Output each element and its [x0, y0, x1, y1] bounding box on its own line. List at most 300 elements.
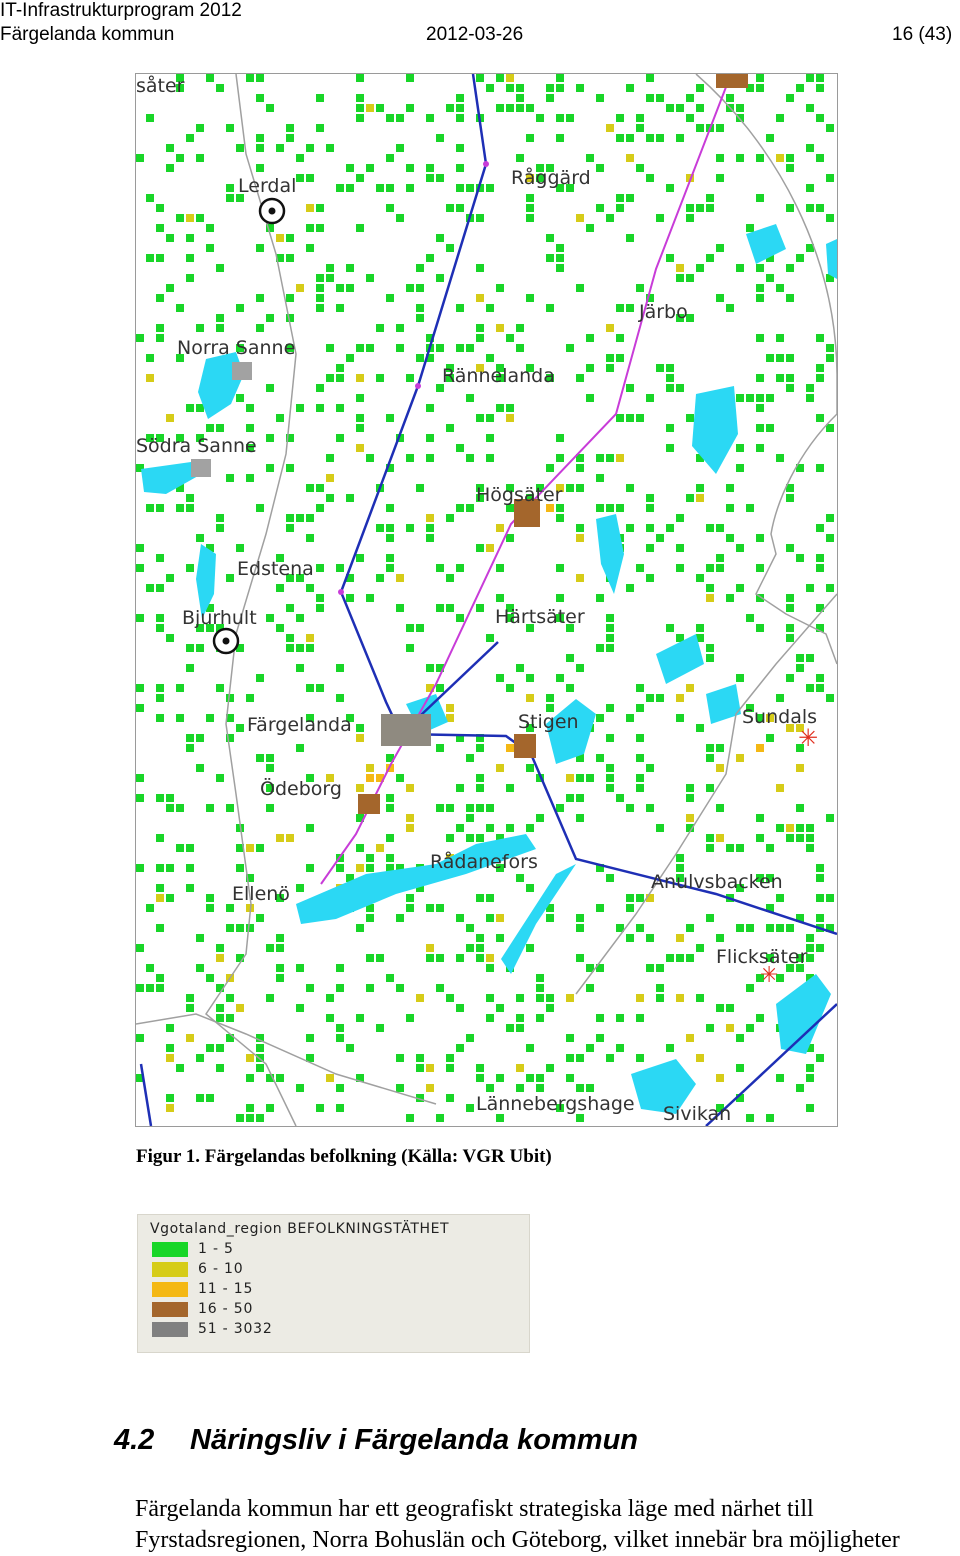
population-cell	[486, 804, 494, 812]
population-cell	[756, 264, 764, 272]
population-cell	[456, 954, 464, 962]
population-cell	[456, 914, 464, 922]
population-cell	[166, 794, 174, 802]
population-cell	[826, 534, 834, 542]
population-cell	[376, 524, 384, 532]
population-cell	[266, 434, 274, 442]
population-cell	[756, 374, 764, 382]
node-edstena	[338, 589, 344, 595]
population-cell	[286, 464, 294, 472]
population-cell	[636, 414, 644, 422]
population-cell	[586, 1044, 594, 1052]
population-cell	[816, 374, 824, 382]
population-cell	[766, 424, 774, 432]
population-cell	[416, 284, 424, 292]
population-cell	[396, 984, 404, 992]
figure-caption: Figur 1. Färgelandas befolkning (Källa: VGR Ubit)	[136, 1146, 552, 1167]
population-cell	[556, 244, 564, 252]
population-cell	[166, 894, 174, 902]
population-cell	[496, 564, 504, 572]
population-cell	[156, 294, 164, 302]
population-cell	[466, 814, 474, 822]
population-cell	[666, 374, 674, 382]
legend-label: 1 - 5	[198, 1241, 234, 1257]
population-cell	[746, 504, 754, 512]
population-cell	[756, 814, 764, 822]
lake-radanefors	[296, 834, 536, 924]
population-cell	[756, 194, 764, 202]
population-cell	[356, 1014, 364, 1022]
population-cell	[786, 924, 794, 932]
population-cell	[606, 454, 614, 462]
population-cell	[516, 1084, 524, 1092]
population-cell	[706, 644, 714, 652]
population-cell	[806, 384, 814, 392]
population-cell	[306, 1034, 314, 1042]
population-cell	[416, 624, 424, 632]
population-cell	[636, 124, 644, 132]
section-number: 4.2	[114, 1424, 155, 1456]
map-canvas	[136, 74, 837, 1126]
population-cell	[636, 994, 644, 1002]
population-cell	[666, 954, 674, 962]
population-cell	[286, 124, 294, 132]
population-cell	[536, 1074, 544, 1082]
population-cell	[166, 284, 174, 292]
population-cell	[556, 114, 564, 122]
population-cell	[166, 234, 174, 242]
population-cell	[696, 1054, 704, 1062]
population-cell	[516, 344, 524, 352]
population-cell	[536, 814, 544, 822]
population-cell	[686, 1034, 694, 1042]
population-cell	[206, 974, 214, 982]
population-cell	[396, 604, 404, 612]
population-cell	[626, 524, 634, 532]
population-cell	[536, 984, 544, 992]
population-cell	[706, 594, 714, 602]
population-cell	[316, 124, 324, 132]
population-cell	[196, 734, 204, 742]
population-cell	[346, 184, 354, 192]
population-cell	[576, 574, 584, 582]
population-cell	[516, 1014, 524, 1022]
population-cell	[566, 684, 574, 692]
population-cell	[326, 264, 334, 272]
population-cell	[356, 414, 364, 422]
population-cell	[446, 704, 454, 712]
population-cell	[656, 214, 664, 222]
population-cell	[816, 84, 824, 92]
population-cell	[616, 304, 624, 312]
population-cell	[646, 544, 654, 552]
population-cell	[726, 534, 734, 542]
population-cell	[246, 1054, 254, 1062]
population-cell	[236, 864, 244, 872]
population-cell	[686, 794, 694, 802]
population-cell	[686, 684, 694, 692]
population-cell	[196, 404, 204, 412]
population-cell	[616, 114, 624, 122]
population-cell	[356, 784, 364, 792]
population-cell	[826, 694, 834, 702]
population-cell	[166, 164, 174, 172]
population-cell	[576, 954, 584, 962]
node-rannelanda	[415, 383, 421, 389]
population-cell	[316, 504, 324, 512]
population-cell	[186, 234, 194, 242]
population-cell	[426, 904, 434, 912]
population-cell	[386, 114, 394, 122]
label-sundals: Sundals	[742, 706, 818, 728]
population-cell	[776, 374, 784, 382]
population-cell	[156, 794, 164, 802]
population-cell	[776, 1074, 784, 1082]
population-cell	[236, 924, 244, 932]
population-cell	[476, 744, 484, 752]
town-north	[716, 74, 748, 88]
legend-swatch	[152, 1302, 188, 1317]
population-cell	[426, 534, 434, 542]
population-cell	[816, 554, 824, 562]
population-cell	[236, 1114, 244, 1122]
population-cell	[566, 654, 574, 662]
population-cell	[616, 334, 624, 342]
population-cell	[386, 854, 394, 862]
population-cell	[306, 644, 314, 652]
population-cell	[736, 1034, 744, 1042]
population-cell	[626, 904, 634, 912]
population-cell	[476, 74, 484, 82]
population-cell	[676, 994, 684, 1002]
population-cell	[556, 674, 564, 682]
population-cell	[356, 74, 364, 82]
population-cell	[356, 734, 364, 742]
population-cell	[236, 394, 244, 402]
population-cell	[646, 764, 654, 772]
population-cell	[826, 174, 834, 182]
population-cell	[596, 94, 604, 102]
population-cell	[136, 154, 144, 162]
population-map	[135, 73, 838, 1127]
population-cell	[576, 84, 584, 92]
population-cell	[716, 764, 724, 772]
population-cell	[166, 634, 174, 642]
population-cell	[586, 1084, 594, 1092]
population-cell	[416, 354, 424, 362]
population-cell	[406, 824, 414, 832]
population-cell	[756, 154, 764, 162]
population-cell	[586, 984, 594, 992]
population-cell	[306, 984, 314, 992]
population-cell	[636, 924, 644, 932]
population-cell	[466, 944, 474, 952]
population-cell	[736, 104, 744, 112]
population-cell	[386, 204, 394, 212]
population-cell	[186, 404, 194, 412]
population-cell	[356, 424, 364, 432]
population-cell	[366, 164, 374, 172]
population-cell	[516, 104, 524, 112]
population-cell	[356, 924, 364, 932]
population-cell	[536, 994, 544, 1002]
population-cell	[136, 944, 144, 952]
population-cell	[386, 504, 394, 512]
population-cell	[756, 624, 764, 632]
population-cell	[136, 984, 144, 992]
population-cell	[526, 294, 534, 302]
population-cell	[236, 544, 244, 552]
population-cell	[346, 594, 354, 602]
population-cell	[436, 604, 444, 612]
population-cell	[696, 944, 704, 952]
population-cell	[476, 264, 484, 272]
population-cell	[636, 784, 644, 792]
population-cell	[166, 574, 174, 582]
population-cell	[456, 824, 464, 832]
population-cell	[526, 944, 534, 952]
population-cell	[636, 774, 644, 782]
population-cell	[296, 154, 304, 162]
population-cell	[736, 844, 744, 852]
flicksater-star-icon: ✳	[760, 963, 779, 988]
population-cell	[396, 214, 404, 222]
population-cell	[266, 1104, 274, 1112]
label-sodra-sanne: Södra Sanne	[136, 435, 257, 457]
population-cell	[256, 1114, 264, 1122]
population-cell	[666, 384, 674, 392]
population-cell	[576, 814, 584, 822]
population-cell	[566, 1054, 574, 1062]
population-cell	[506, 684, 514, 692]
population-cell	[316, 224, 324, 232]
population-cell	[636, 564, 644, 572]
population-cell	[396, 574, 404, 582]
population-cell	[796, 654, 804, 662]
population-cell	[376, 104, 384, 112]
town-sodra-sanne	[191, 459, 211, 477]
population-cell	[396, 324, 404, 332]
population-cell	[676, 564, 684, 572]
population-cell	[596, 204, 604, 212]
population-cell	[336, 964, 344, 972]
population-cell	[376, 374, 384, 382]
population-cell	[566, 344, 574, 352]
population-cell	[156, 974, 164, 982]
population-cell	[146, 584, 154, 592]
population-cell	[426, 514, 434, 522]
population-cell	[776, 454, 784, 462]
population-cell	[316, 284, 324, 292]
population-cell	[316, 204, 324, 212]
population-cell	[316, 404, 324, 412]
population-cell	[266, 384, 274, 392]
population-cell	[206, 224, 214, 232]
population-cell	[256, 294, 264, 302]
population-cell	[716, 1074, 724, 1082]
population-cell	[606, 1054, 614, 1062]
population-cell	[486, 824, 494, 832]
population-cell	[686, 204, 694, 212]
station-bjurhult-dot	[223, 638, 230, 645]
population-cell	[496, 1074, 504, 1082]
population-cell	[396, 1054, 404, 1062]
population-cell	[706, 834, 714, 842]
population-cell	[356, 724, 364, 732]
population-cell	[806, 394, 814, 402]
population-cell	[436, 344, 444, 352]
population-cell	[336, 694, 344, 702]
population-cell	[676, 274, 684, 282]
population-cell	[766, 924, 774, 932]
population-cell	[136, 864, 144, 872]
population-cell	[256, 164, 264, 172]
population-cell	[166, 144, 174, 152]
population-cell	[156, 714, 164, 722]
population-cell	[226, 994, 234, 1002]
population-cell	[806, 104, 814, 112]
population-cell	[756, 834, 764, 842]
population-cell	[226, 124, 234, 132]
population-cell	[336, 1034, 344, 1042]
population-cell	[376, 1024, 384, 1032]
population-cell	[706, 564, 714, 572]
population-cell	[256, 674, 264, 682]
population-cell	[576, 464, 584, 472]
body-line: Färgelanda kommun har ett geografiskt strategiska läge med närhet till	[135, 1496, 814, 1522]
population-cell	[646, 524, 654, 532]
population-cell	[436, 134, 444, 142]
population-cell	[306, 584, 314, 592]
population-cell	[706, 784, 714, 792]
population-cell	[476, 214, 484, 222]
population-cell	[806, 824, 814, 832]
node-raggard	[483, 161, 489, 167]
population-cell	[576, 1114, 584, 1122]
population-cell	[626, 154, 634, 162]
population-cell	[596, 454, 604, 462]
population-cell	[826, 354, 834, 362]
population-cell	[146, 194, 154, 202]
population-cell	[576, 214, 584, 222]
population-cell	[356, 844, 364, 852]
population-cell	[366, 454, 374, 462]
population-cell	[636, 684, 644, 692]
population-cell	[566, 1034, 574, 1042]
population-cell	[476, 1064, 484, 1072]
population-cell	[306, 174, 314, 182]
population-cell	[326, 274, 334, 282]
population-cell	[306, 514, 314, 522]
population-cell	[366, 854, 374, 862]
population-cell	[696, 104, 704, 112]
population-cell	[256, 844, 264, 852]
population-cell	[646, 174, 654, 182]
population-cell	[596, 644, 604, 652]
page-number: 16 (43)	[892, 24, 953, 45]
population-cell	[216, 514, 224, 522]
population-cell	[386, 804, 394, 812]
population-cell	[676, 934, 684, 942]
population-cell	[406, 1114, 414, 1122]
population-cell	[696, 484, 704, 492]
population-cell	[206, 804, 214, 812]
population-cell	[156, 504, 164, 512]
population-cell	[826, 214, 834, 222]
station-lerdal-dot	[269, 208, 276, 215]
population-cell	[356, 224, 364, 232]
population-cell	[716, 244, 724, 252]
population-cell	[696, 204, 704, 212]
population-cell	[486, 994, 494, 1002]
population-cell	[456, 104, 464, 112]
population-cell	[186, 664, 194, 672]
population-cell	[396, 914, 404, 922]
population-cell	[696, 994, 704, 1002]
population-cell	[476, 784, 484, 792]
population-cell	[496, 1004, 504, 1012]
label-jarbo: Järbo	[639, 301, 688, 323]
population-cell	[786, 354, 794, 362]
population-cell	[196, 1094, 204, 1102]
population-cell	[176, 844, 184, 852]
population-cell	[796, 824, 804, 832]
population-cell	[696, 574, 704, 582]
population-cell	[156, 894, 164, 902]
population-cell	[216, 524, 224, 532]
population-cell	[646, 694, 654, 702]
population-cell	[566, 994, 574, 1002]
population-cell	[676, 954, 684, 962]
population-cell	[796, 84, 804, 92]
population-cell	[576, 914, 584, 922]
population-cell	[166, 1094, 174, 1102]
body-paragraph	[135, 1494, 960, 1556]
population-cell	[186, 274, 194, 282]
population-cell	[526, 694, 534, 702]
population-cell	[676, 694, 684, 702]
population-cell	[786, 674, 794, 682]
town-fargelanda	[381, 714, 431, 746]
population-cell	[756, 404, 764, 412]
population-cell	[216, 264, 224, 272]
population-cell	[406, 784, 414, 792]
population-cell	[606, 784, 614, 792]
population-cell	[316, 294, 324, 302]
population-cell	[196, 1054, 204, 1062]
population-cell	[446, 834, 454, 842]
population-cell	[446, 1064, 454, 1072]
population-cell	[226, 1034, 234, 1042]
label-rannelanda: Rännelanda	[442, 365, 555, 387]
population-cell	[666, 624, 674, 632]
population-cell	[506, 334, 514, 342]
population-cell	[156, 924, 164, 932]
population-cell	[816, 894, 824, 902]
population-cell	[606, 704, 614, 712]
population-cell	[306, 634, 314, 642]
population-cell	[266, 944, 274, 952]
population-cell	[676, 714, 684, 722]
population-cell	[456, 784, 464, 792]
population-cell	[456, 164, 464, 172]
population-cell	[726, 484, 734, 492]
population-cell	[246, 424, 254, 432]
population-cell	[756, 424, 764, 432]
population-cell	[346, 264, 354, 272]
population-cell	[226, 804, 234, 812]
population-cell	[236, 724, 244, 732]
